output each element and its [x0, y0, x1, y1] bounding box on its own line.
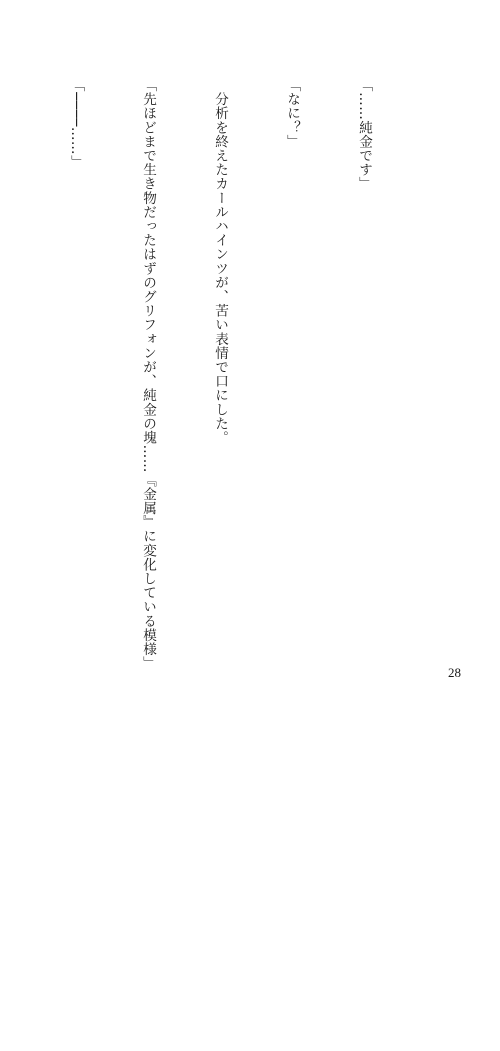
text-line: 「────……」 — [68, 78, 84, 170]
blank-line — [0, 78, 16, 658]
text-line: 「……純金です」 — [356, 78, 372, 191]
text-line: 分析を終えたカールハインツが、苦い表情で口にした。 — [212, 78, 228, 445]
page-number: 28 — [448, 665, 461, 680]
text-line: 「なに？」 — [284, 78, 300, 149]
body-text — [0, 78, 424, 671]
text-line: 「先ほどまで生き物だったはずのグリフォンが、純金の塊……『金属』に変化している模様」 — [140, 78, 156, 671]
